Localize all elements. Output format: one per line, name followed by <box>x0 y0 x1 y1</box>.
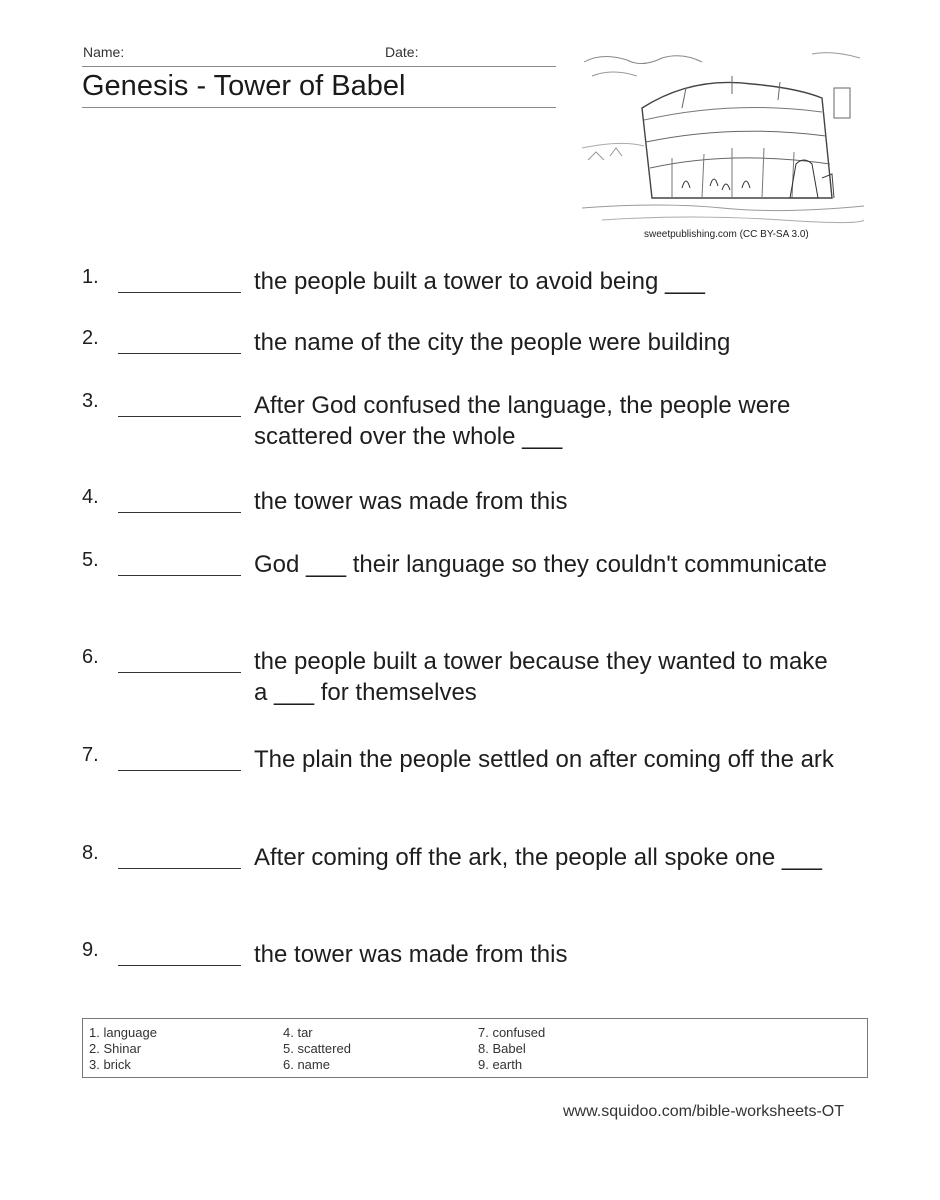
word-bank-entry: 3. brick <box>89 1057 131 1072</box>
answer-blank <box>118 770 241 771</box>
word-bank <box>82 1018 868 1078</box>
question-text: After coming off the ark, the people all spoke one ___ <box>254 844 822 871</box>
question-number: 4. <box>82 486 99 508</box>
answer-blank <box>118 512 241 513</box>
word-bank-entry: 2. Shinar <box>89 1041 142 1056</box>
date-label: Date: <box>385 44 419 60</box>
question-number: 7. <box>82 744 99 766</box>
word-bank-entry: 1. language <box>89 1025 157 1040</box>
word-bank-column <box>89 1025 157 1073</box>
question-number: 3. <box>82 390 99 412</box>
image-credit: sweetpublishing.com (CC BY-SA 3.0) <box>644 229 809 240</box>
footer-url: www.squidoo.com/bible-worksheets-OT <box>563 1103 844 1120</box>
question-text: the tower was made from this <box>254 941 568 968</box>
word-bank-entry: 4. tar <box>283 1025 313 1040</box>
question-text: the people built a tower because they wanted to make a ___ for themselves <box>254 648 828 706</box>
question-text: the people built a tower to avoid being ___ <box>254 268 705 295</box>
answer-blank <box>118 575 241 576</box>
answer-blank <box>118 353 241 354</box>
question-number: 5. <box>82 549 99 571</box>
name-date-line <box>82 66 556 67</box>
worksheet-title: Genesis - Tower of Babel <box>82 70 406 102</box>
word-bank-entry: 5. scattered <box>283 1041 351 1056</box>
answer-blank <box>118 672 241 673</box>
title-underline <box>82 107 556 108</box>
tower-of-babel-illustration <box>582 48 864 232</box>
answer-blank <box>118 868 241 869</box>
question-number: 6. <box>82 646 99 668</box>
question-text: The plain the people settled on after coming off the ark <box>254 746 834 773</box>
word-bank-entry: 8. Babel <box>478 1041 526 1056</box>
name-label: Name: <box>83 44 125 60</box>
question-number: 1. <box>82 266 99 288</box>
word-bank-column <box>283 1025 351 1073</box>
question-text: After God confused the language, the people were scattered over the whole ___ <box>254 392 791 450</box>
answer-blank <box>118 416 241 417</box>
word-bank-entry: 6. name <box>283 1057 330 1072</box>
question-text: God ___ their language so they couldn't communicate <box>254 551 827 578</box>
answer-blank <box>118 292 241 293</box>
word-bank-entry: 9. earth <box>478 1057 523 1072</box>
question-number: 8. <box>82 842 99 864</box>
question-number: 2. <box>82 327 99 349</box>
question-number: 9. <box>82 939 99 961</box>
question-text: the tower was made from this <box>254 488 568 515</box>
word-bank-column <box>478 1025 545 1073</box>
question-text: the name of the city the people were building <box>254 329 731 356</box>
word-bank-entry: 7. confused <box>478 1025 546 1040</box>
answer-blank <box>118 965 241 966</box>
